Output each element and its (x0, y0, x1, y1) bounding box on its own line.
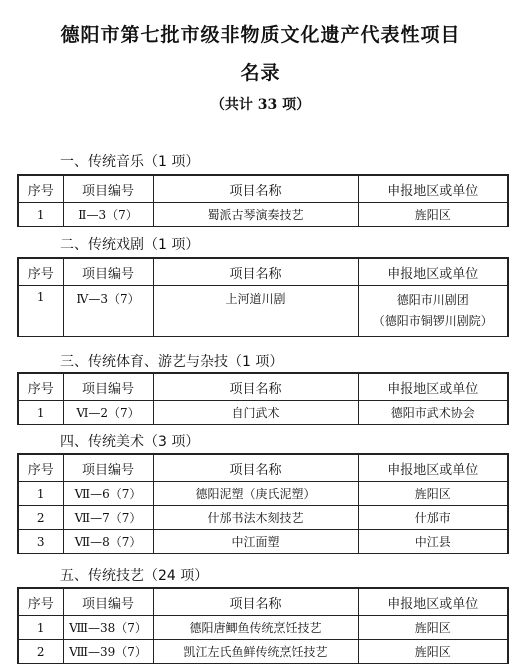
col-header-no: 序号 (18, 588, 63, 616)
cell-no: 1 (18, 401, 63, 425)
col-header-no: 序号 (18, 258, 63, 286)
cell-name: 中江面塑 (153, 530, 358, 554)
cell-name: 德阳唐鲫鱼传统烹饪技艺 (153, 616, 358, 640)
cell-no: 1 (18, 482, 63, 506)
cell-no: 2 (18, 506, 63, 530)
col-header-code: 项目编号 (63, 588, 153, 616)
cell-code: Ⅵ—2（7） (63, 401, 153, 425)
cell-no: 3 (18, 530, 63, 554)
col-header-no: 序号 (18, 175, 63, 203)
cell-unit: 旌阳区 (358, 616, 508, 640)
table-traditional-opera (17, 257, 509, 337)
cell-unit: 旌阳区 (358, 640, 508, 664)
cell-unit: 旌阳区 (358, 482, 508, 506)
col-header-unit: 申报地区或单位 (358, 588, 508, 616)
cell-code: Ⅷ—39（7） (63, 640, 153, 664)
cell-code: Ⅱ—3（7） (63, 203, 153, 227)
cell-name: 上河道川剧 (153, 286, 358, 337)
col-header-name: 项目名称 (153, 373, 358, 401)
table-header-row (18, 175, 508, 203)
cell-no: 1 (18, 203, 63, 227)
table-header-row (18, 454, 508, 482)
table-header-row (18, 258, 508, 286)
cell-no: 1 (18, 286, 63, 337)
col-header-code: 项目编号 (63, 373, 153, 401)
cell-unit-line-1: 德阳市川剧团 (396, 293, 469, 307)
col-header-unit: 申报地区或单位 (358, 258, 508, 286)
cell-unit: 中江县 (358, 530, 508, 554)
cell-code: Ⅶ—6（7） (63, 482, 153, 506)
table-header-row (18, 373, 508, 401)
col-header-code: 项目编号 (63, 258, 153, 286)
table-row (18, 506, 508, 530)
section-heading-traditional-crafts: 五、传统技艺（24 项） (60, 568, 209, 584)
cell-name: 什邡书法木刻技艺 (153, 506, 358, 530)
section-heading-traditional-fine-arts: 四、传统美术（3 项） (60, 434, 200, 450)
col-header-no: 序号 (18, 454, 63, 482)
table-row (18, 482, 508, 506)
document-subtitle: （共计 33 项） (210, 97, 311, 113)
cell-code: Ⅶ—7（7） (63, 506, 153, 530)
table-row (18, 616, 508, 640)
cell-name: 凯江左氏鱼鲜传统烹饪技艺 (153, 640, 358, 664)
document-title-line-1: 德阳市第七批市级非物质文化遗产代表性项目 (60, 24, 461, 46)
cell-unit: 德阳市武术协会 (358, 401, 508, 425)
col-header-unit: 申报地区或单位 (358, 454, 508, 482)
col-header-unit: 申报地区或单位 (358, 175, 508, 203)
section-heading-traditional-sports: 三、传统体育、游艺与杂技（1 项） (60, 354, 284, 370)
cell-name: 自门武术 (153, 401, 358, 425)
col-header-no: 序号 (18, 373, 63, 401)
col-header-name: 项目名称 (153, 258, 358, 286)
table-row (18, 401, 508, 425)
cell-unit: 什邡市 (358, 506, 508, 530)
cell-code: Ⅶ—8（7） (63, 530, 153, 554)
cell-code: Ⅷ—38（7） (63, 616, 153, 640)
table-traditional-fine-arts (17, 453, 509, 554)
section-heading-traditional-opera: 二、传统戏剧（1 项） (60, 237, 200, 253)
col-header-code: 项目编号 (63, 175, 153, 203)
cell-unit: 旌阳区 (358, 203, 508, 227)
section-heading-traditional-music: 一、传统音乐（1 项） (60, 154, 200, 170)
document-title-line-2: 名录 (240, 62, 281, 84)
cell-unit (358, 286, 508, 337)
col-header-unit: 申报地区或单位 (358, 373, 508, 401)
col-header-name: 项目名称 (153, 175, 358, 203)
cell-name: 德阳泥塑（庚氏泥塑） (153, 482, 358, 506)
cell-unit-line-2: （德阳市铜锣川剧院） (372, 314, 493, 328)
col-header-name: 项目名称 (153, 454, 358, 482)
cell-code: Ⅳ—3（7） (63, 286, 153, 337)
table-row (18, 640, 508, 664)
col-header-name: 项目名称 (153, 588, 358, 616)
table-row (18, 286, 508, 337)
table-header-row (18, 588, 508, 616)
table-traditional-crafts (17, 587, 509, 664)
col-header-code: 项目编号 (63, 454, 153, 482)
table-row (18, 530, 508, 554)
table-row (18, 203, 508, 227)
cell-no: 2 (18, 640, 63, 664)
cell-no: 1 (18, 616, 63, 640)
table-traditional-music (17, 174, 509, 227)
cell-name: 蜀派古琴演奏技艺 (153, 203, 358, 227)
table-traditional-sports (17, 372, 509, 425)
